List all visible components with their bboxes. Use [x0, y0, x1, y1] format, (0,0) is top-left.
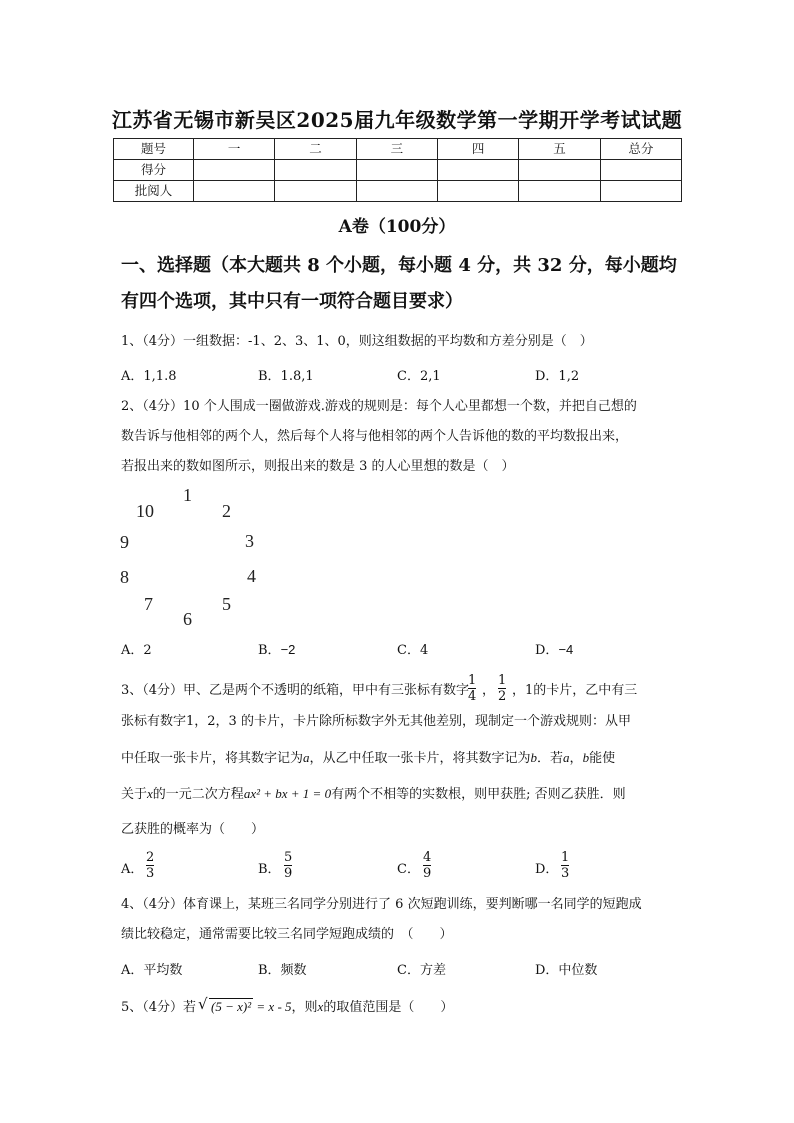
- radicand: (5 − x)²: [211, 999, 252, 1014]
- circle-number-7: 7: [144, 594, 153, 614]
- q4-option-a: A．平均数: [121, 963, 183, 978]
- fraction-denominator: 2: [498, 689, 507, 704]
- table-row: [114, 160, 682, 181]
- section-heading-line2: 有四个选项，其中只有一项符合题目要求）: [121, 291, 463, 312]
- table-cell: [437, 181, 518, 202]
- fraction-one-quarter: [468, 673, 476, 704]
- fraction-numerator: 1: [468, 673, 477, 688]
- exam-title: 江苏省无锡市新吴区2025届九年级数学第一学期开学考试试题: [111, 108, 683, 132]
- fraction-denominator: 3: [146, 866, 155, 881]
- variable-a: a: [303, 750, 310, 765]
- square-root: [198, 993, 253, 1022]
- text: 有两个不相等的实数根，则甲获胜; 否则乙获胜．则: [331, 787, 626, 802]
- table-cell: 一: [194, 139, 275, 160]
- option-label: D．: [535, 643, 559, 658]
- fraction-numerator: 2: [146, 850, 155, 865]
- table-cell: [356, 160, 437, 181]
- fraction-denominator: 4: [468, 689, 477, 704]
- question-4-line1: 4、（4分）体育课上，某班三名同学分别进行了 6 次短跑训练，要判断哪一名同学的短跑成: [121, 897, 642, 912]
- table-cell: [600, 160, 681, 181]
- table-cell: [519, 160, 600, 181]
- circle-number-4: 4: [247, 566, 256, 586]
- circle-number-5: 5: [222, 594, 231, 614]
- question-3-line5: 乙获胜的概率为（ ）: [121, 822, 265, 837]
- q1-option-c: C．2,1: [397, 369, 441, 384]
- circle-number-8: 8: [120, 567, 129, 587]
- table-row: [114, 181, 682, 202]
- section-heading-line1: 一、选择题（本大题共 8 个小题，每小题 4 分，共 32 分，每小题均: [121, 255, 677, 276]
- section-subtitle: A卷（100分）: [338, 217, 456, 237]
- q2-option-d: [535, 639, 573, 658]
- question-5: [121, 993, 686, 1022]
- text: 的一元二次方程: [152, 787, 244, 802]
- question-3-line1-part1: 3、（4分）甲、乙是两个不透明的纸箱，甲中有三张标有数字: [121, 683, 470, 698]
- variable-x: x: [317, 999, 324, 1014]
- q3-option-c-label: C．: [397, 862, 420, 877]
- fraction-denominator: 9: [423, 866, 432, 881]
- circle-number-3: 3: [245, 531, 254, 551]
- q3-option-b-label: B．: [258, 862, 281, 877]
- variable-b: b: [530, 750, 538, 765]
- fraction-numerator: 1: [561, 850, 570, 865]
- q3-option-b-fraction: [284, 850, 292, 881]
- comma: ，: [482, 683, 496, 698]
- question-3-line2: 张标有数字1，2，3 的卡片，卡片除所标数字外无其他差别，现制定一个游戏规则：从甲: [121, 714, 631, 729]
- question-3-line4: [121, 780, 686, 809]
- equation: ax² + bx + 1 = 0: [243, 786, 332, 801]
- variable-b: b: [582, 750, 590, 765]
- question-1-stem: 1、（4分）一组数据：-1、2、3、1、0，则这组数据的平均数和方差分别是（ ）: [121, 334, 593, 349]
- q1-option-a: A．1,1.8: [121, 369, 177, 384]
- q3-option-d-fraction: [561, 850, 569, 881]
- text: ，则: [291, 1000, 318, 1015]
- table-cell: 得分: [114, 160, 194, 181]
- text: 的取值范围是（ ）: [323, 1000, 454, 1015]
- q3-option-a-label: A．: [121, 862, 144, 877]
- q4-option-d: D．中位数: [535, 963, 598, 978]
- table-cell: 批阅人: [114, 181, 194, 202]
- table-cell: [194, 160, 275, 181]
- table-cell: [437, 160, 518, 181]
- text: 关于: [121, 787, 148, 802]
- fraction-denominator: 9: [284, 866, 293, 881]
- table-cell: [356, 181, 437, 202]
- text: 中任取一张卡片，将其数字记为: [121, 751, 304, 766]
- q1-option-d: D．1,2: [535, 369, 580, 384]
- q4-option-c: C．方差: [397, 963, 446, 978]
- text: 能使: [589, 751, 616, 766]
- q3-option-c-fraction: [423, 850, 431, 881]
- table-cell: 四: [437, 139, 518, 160]
- q2-option-b: [258, 639, 295, 658]
- circle-number-6: 6: [183, 609, 192, 629]
- q1-option-b: B．1.8,1: [258, 369, 314, 384]
- fraction-numerator: 1: [498, 673, 507, 688]
- table-cell: 三: [356, 139, 437, 160]
- rhs: = x - 5: [253, 999, 292, 1014]
- option-value: −2: [280, 642, 296, 657]
- text: 5、（4分）若: [121, 1000, 197, 1015]
- score-table: [113, 138, 682, 202]
- table-cell: 五: [519, 139, 600, 160]
- q3-option-a-fraction: [146, 850, 154, 881]
- table-cell: 总分: [600, 139, 681, 160]
- text: ，从乙中任取一张卡片，将其数字记为: [309, 751, 531, 766]
- q3-option-d-label: D．: [535, 862, 559, 877]
- q4-option-b: B．频数: [258, 963, 307, 978]
- table-cell: [194, 181, 275, 202]
- table-header-row: [114, 139, 682, 160]
- q2-option-a: A．2: [121, 643, 152, 658]
- circle-number-2: 2: [222, 501, 231, 521]
- option-label: B．: [258, 643, 281, 658]
- table-cell: 题号: [114, 139, 194, 160]
- variable-x: x: [147, 786, 153, 801]
- question-4-line2: 绩比较稳定，通常需要比较三名同学短跑成绩的 （ ）: [121, 927, 453, 942]
- table-cell: [519, 181, 600, 202]
- variable-a: a: [563, 750, 570, 765]
- question-3-line1-part2: ，1的卡片，乙中有三: [512, 683, 638, 698]
- question-2-line2: 数告诉与他相邻的两个人，然后每个人将与他相邻的两个人告诉他的数的平均数报出来，: [121, 429, 629, 444]
- fraction-denominator: 3: [561, 866, 570, 881]
- table-cell: [600, 181, 681, 202]
- question-2-line1: 2、（4分）10 个人围成一圈做游戏.游戏的规则是：每个人心里都想一个数，并把自己想的: [121, 399, 637, 414]
- fraction-numerator: 4: [423, 850, 432, 865]
- table-cell: 二: [275, 139, 356, 160]
- circle-number-9: 9: [120, 532, 129, 552]
- circle-number-10: 10: [136, 501, 154, 521]
- text: ，: [569, 751, 583, 766]
- fraction-one-half: [498, 673, 506, 704]
- table-cell: [275, 181, 356, 202]
- question-3-line3: [121, 744, 686, 773]
- text: ．若: [537, 751, 564, 766]
- question-2-line3: 若报出来的数如图所示，则报出来的数是 3 的人心里想的数是（ ）: [121, 459, 515, 474]
- fraction-numerator: 5: [284, 850, 293, 865]
- table-cell: [275, 160, 356, 181]
- radical-sign: √: [198, 995, 208, 1013]
- q2-option-c: C．4: [397, 643, 429, 658]
- circle-number-1: 1: [183, 485, 192, 505]
- option-value: −4: [558, 642, 574, 657]
